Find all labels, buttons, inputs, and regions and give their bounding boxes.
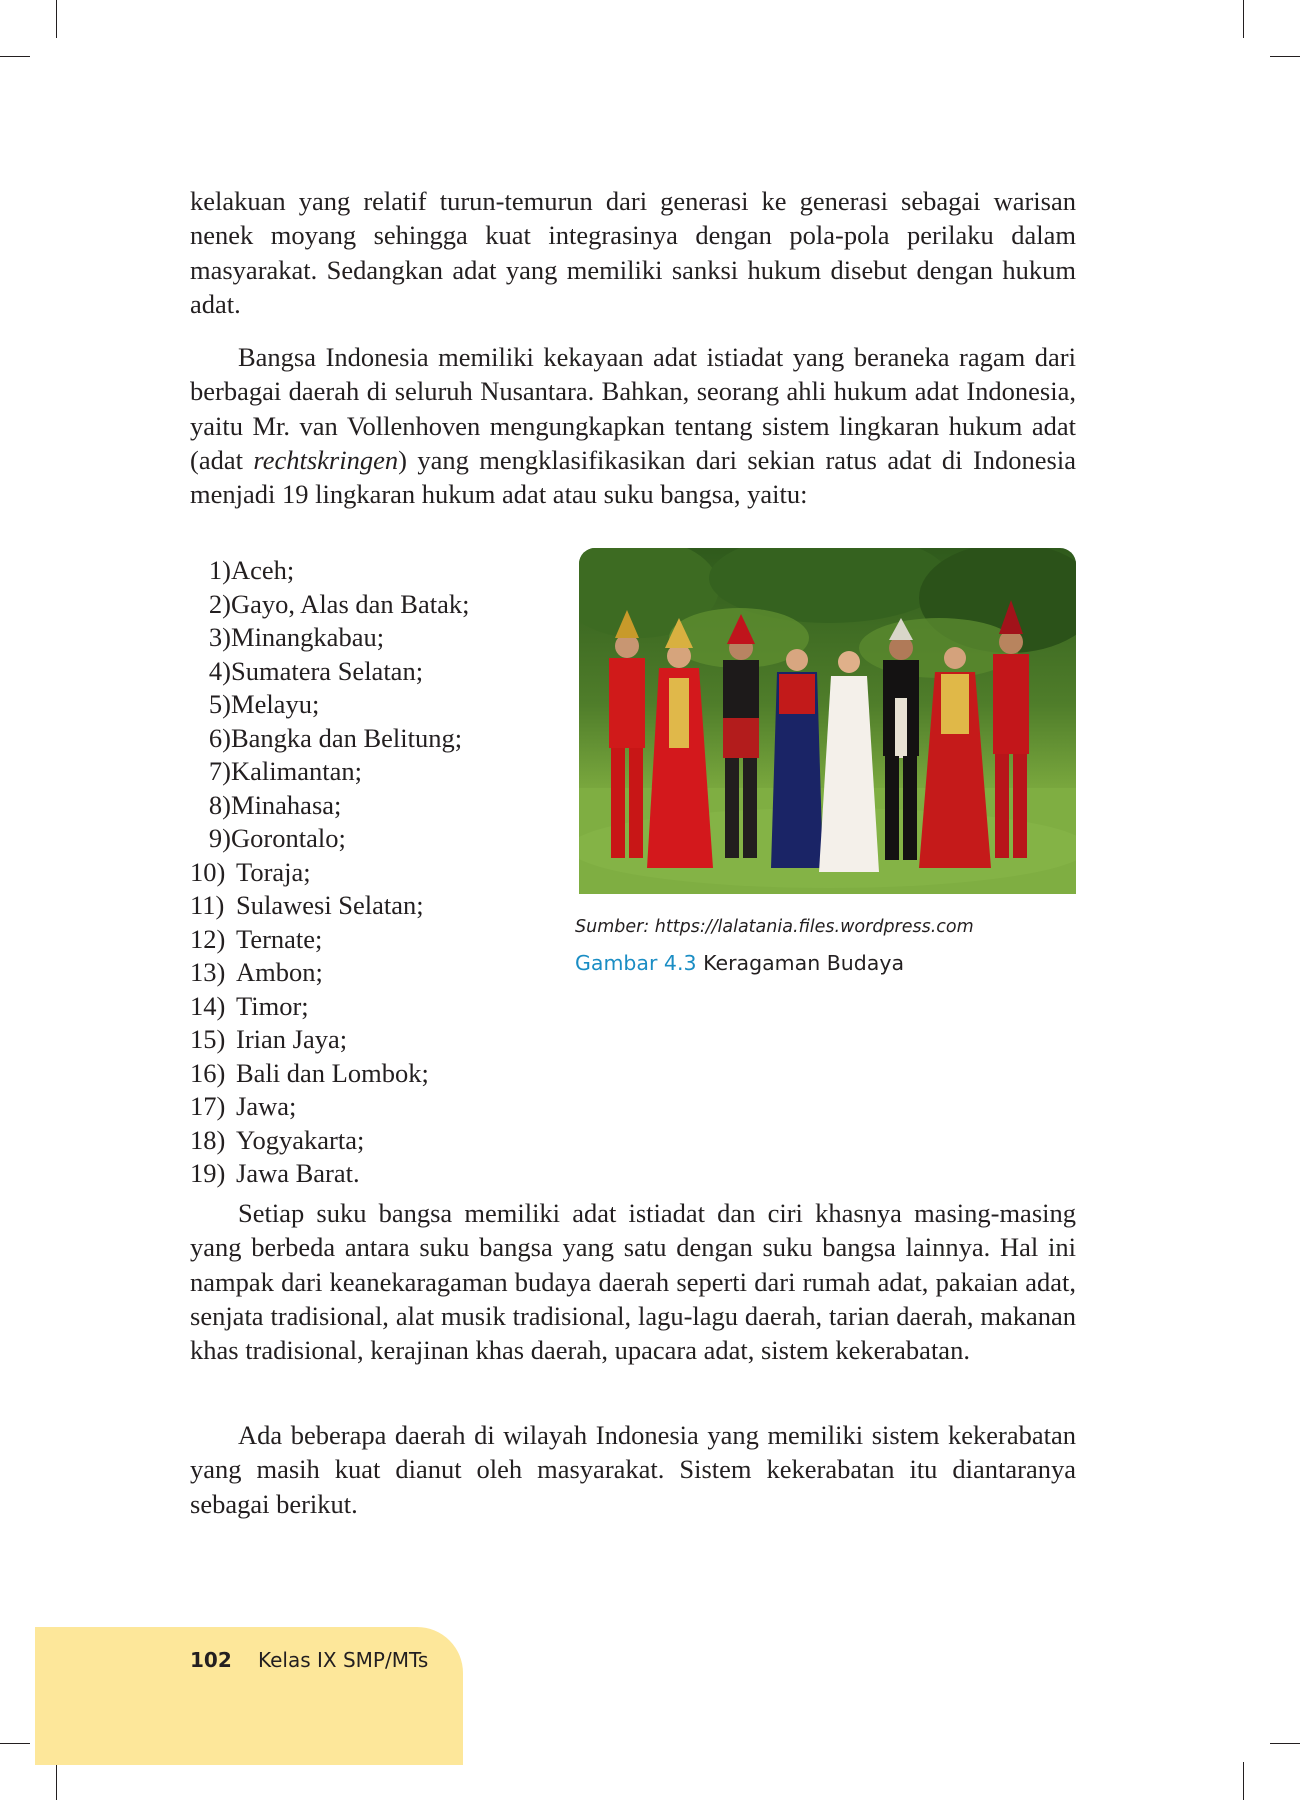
list-item	[190, 554, 550, 588]
list-number: 15)	[190, 1024, 226, 1054]
list-item	[190, 722, 550, 756]
list-item	[190, 621, 550, 655]
crop-mark	[1243, 1762, 1244, 1800]
list-item	[190, 1023, 550, 1057]
list-number: 14)	[190, 990, 226, 1021]
list-text: Melayu;	[231, 689, 320, 719]
paragraph-intro	[190, 184, 1076, 321]
paragraph-text: Setiap suku bangsa memiliki adat istiadat dan ciri khasnya masing-masing yang berbeda antara suku bangsa yang satu dengan suku bangsa lainnya. Hal ini nampak dari keanekaragaman budaya daerah seperti dari rumah adat, pakaian adat, senjata tradisional, alat musik tradisional, lagu-lagu daerah, tarian daerah, makanan khas tradisional, kerajinan khas daerah, upacara adat, sistem kekerabatan.	[190, 1198, 1076, 1366]
list-number: 13)	[190, 957, 226, 987]
culture-photo	[579, 548, 1076, 894]
list-text: Gayo, Alas dan Batak;	[231, 588, 470, 619]
list-item	[190, 588, 550, 622]
list-number: 3)	[208, 622, 231, 652]
list-item	[190, 889, 550, 923]
paragraph-vollenhoven	[190, 340, 1076, 511]
list-number: 4)	[208, 655, 231, 686]
figure-4	[771, 649, 823, 868]
list-item	[190, 789, 550, 823]
list-text: Bangka dan Belitung;	[231, 722, 463, 753]
list-item	[190, 856, 550, 890]
paragraph-kinship	[190, 1418, 1076, 1521]
list-text: Kalimantan;	[231, 756, 362, 786]
list-item	[190, 1090, 550, 1124]
paragraph-text-part: Bangsa Indonesia memiliki kekayaan adat istiadat yang beraneka ragam dari berbagai daerah di seluruh Nusantara. Bahkan, seorang ahli hukum adat Indonesia, yaitu Mr. van Vollenhoven mengungkapkan tentang sistem lingkaran hukum adat (adat	[190, 342, 1076, 475]
list-text: Ternate;	[236, 923, 323, 954]
list-text: Toraja;	[236, 856, 311, 887]
figure-caption	[575, 951, 904, 975]
list-number: 2)	[208, 588, 231, 619]
tribe-list	[190, 554, 550, 1191]
list-item	[190, 688, 550, 722]
list-number: 18)	[190, 1124, 226, 1155]
list-text: Jawa Barat.	[236, 1158, 360, 1188]
list-text: Irian Jaya;	[236, 1024, 348, 1054]
list-number: 9)	[208, 823, 231, 853]
list-item	[190, 755, 550, 789]
crop-mark	[0, 1743, 30, 1744]
list-number: 17)	[190, 1091, 226, 1121]
list-text: Yogyakarta;	[236, 1124, 365, 1155]
italic-term: rechtskringen	[253, 444, 399, 475]
paragraph-text: kelakuan yang relatif turun-temurun dari generasi ke generasi sebagai warisan nenek moyang sehingga kuat integrasinya dengan pola-pola perilaku dalam masyarakat. Sedangkan adat yang memiliki sanksi hukum disebut dengan hukum adat.	[190, 186, 1076, 319]
list-number: 11)	[190, 890, 225, 920]
figure-title: Keragaman Budaya	[703, 951, 905, 975]
list-text: Minahasa;	[231, 789, 342, 820]
paragraph-text	[190, 340, 1076, 511]
crop-mark	[1270, 1743, 1300, 1744]
book-label: Kelas IX SMP/MTs	[258, 1648, 429, 1672]
list-item	[190, 923, 550, 957]
page-number: 102	[190, 1648, 232, 1672]
figure-source: Sumber: https://lalatania.files.wordpress.com	[575, 917, 974, 937]
list-text: Ambon;	[236, 957, 323, 987]
list-item	[190, 1157, 550, 1191]
crop-mark	[0, 56, 30, 57]
list-number: 1)	[208, 555, 231, 585]
list-number: 7)	[208, 756, 231, 786]
crop-mark	[56, 0, 57, 38]
list-text: Sulawesi Selatan;	[236, 890, 424, 920]
list-text: Sumatera Selatan;	[231, 655, 424, 686]
list-number: 10)	[190, 856, 226, 887]
paragraph-diversity	[190, 1196, 1076, 1367]
crop-mark	[1270, 56, 1300, 57]
list-text: Aceh;	[231, 555, 295, 585]
list-number: 8)	[208, 789, 231, 820]
crop-mark	[56, 1762, 57, 1800]
traditional-costumes-illustration	[579, 548, 1076, 894]
list-item	[190, 956, 550, 990]
list-item	[190, 1124, 550, 1158]
list-item	[190, 655, 550, 689]
list-number: 5)	[208, 689, 231, 719]
paragraph-text: Ada beberapa daerah di wilayah Indonesia yang memiliki sistem kekerabatan yang masih kuat dianut oleh masyarakat. Sistem kekerabatan itu diantaranya sebagai berikut.	[190, 1420, 1076, 1519]
list-item	[190, 1057, 550, 1091]
list-text: Jawa;	[236, 1091, 297, 1121]
list-number: 19)	[190, 1158, 226, 1188]
crop-mark	[1243, 0, 1244, 38]
list-text: Timor;	[236, 990, 309, 1021]
list-text: Minangkabau;	[231, 622, 385, 652]
list-text: Gorontalo;	[231, 823, 346, 853]
list-item	[190, 822, 550, 856]
list-number: 12)	[190, 923, 226, 954]
list-number: 6)	[208, 722, 231, 753]
paragraph-text-part: ) yang mengklasifikasikan dari sekian ratus adat di Indonesia menjadi 19 lingkaran hukum adat atau suku bangsa, yaitu:	[190, 444, 1076, 510]
list-text: Bali dan Lombok;	[236, 1057, 429, 1088]
figure-label: Gambar 4.3	[575, 951, 697, 975]
list-item	[190, 990, 550, 1024]
list-number: 16)	[190, 1057, 226, 1088]
